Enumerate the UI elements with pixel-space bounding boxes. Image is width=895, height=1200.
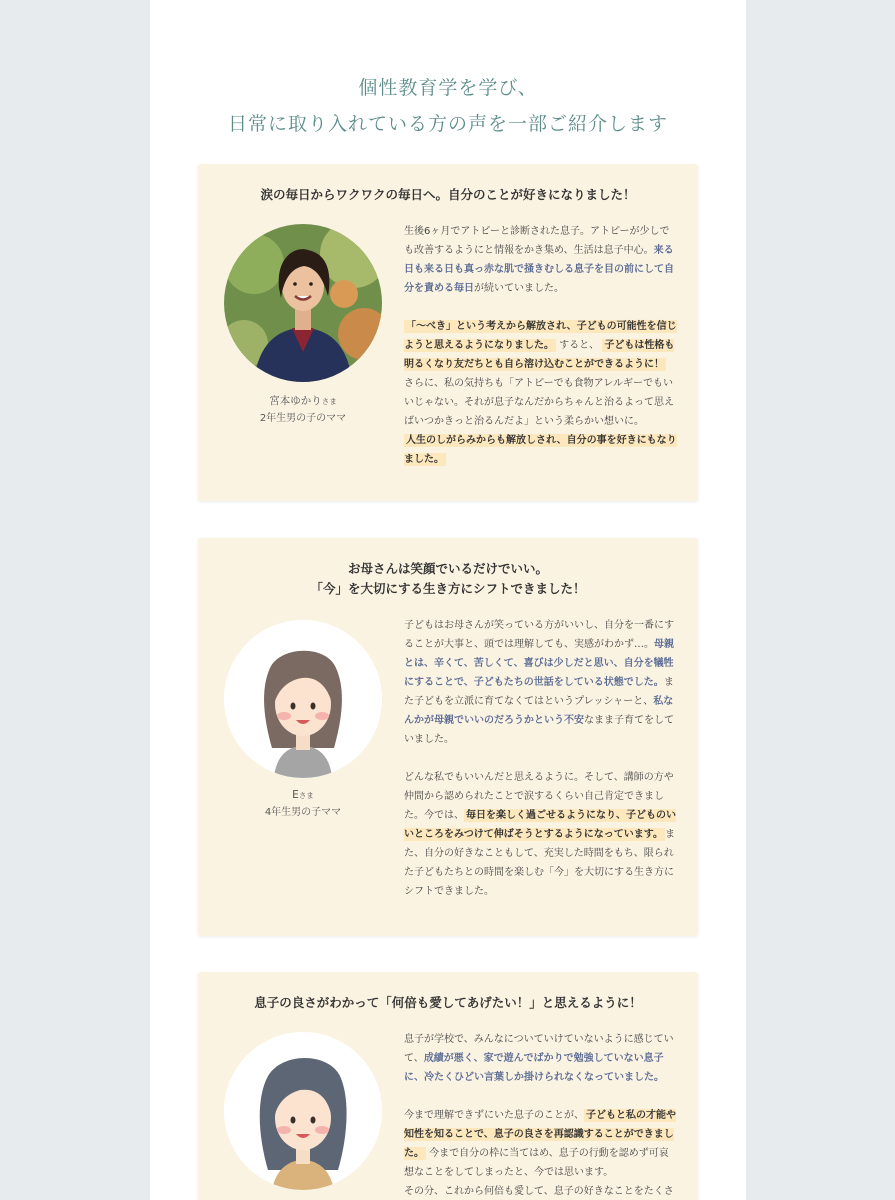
section-heading [150,70,746,142]
body-text: 子どもはお母さんが笑っている方がいいし、自分を一番にすることが大事と、頭では理解しても、実感がわかず…。 [404,620,674,650]
highlight-text: 子どもと私の才能や知性を知ることで、息子の良さを再認識することができました。 [404,1110,676,1159]
body-paragraph-1 [404,616,678,749]
section-heading-line2: 日常に取り入れている方の声を一部ご紹介します [227,113,668,135]
testimonial-title: 涙の毎日からワクワクの毎日へ。自分のことが好きになりました！ [260,187,636,202]
testimonial-card-2 [198,538,698,936]
body-text: どんな私でもいいんだと思えるように。そして、講師の方や仲間から認められたことで涙するくらい自己肯定できました。今では、 [404,772,674,821]
photo-woman-icon [224,224,382,382]
emphasis-text: 成績が悪く、家で遊んでばかりで勉強していない息子に、冷たくひどい言葉しか掛けられなくなっていました。 [404,1053,664,1083]
person-honorific: さま [321,397,337,406]
person-subtitle: 2年生男の子のママ [259,413,347,424]
body-text: 生後6ヶ月でアトピーと診断された息子。アトピーが少しでも改善するようにと情報をかき集め、生活は息子中心。 [404,226,670,256]
body-paragraph-2 [404,317,678,469]
testimonial-card-1 [198,164,698,501]
emphasis-text: 私なんかが母親でいいのだろうかという不安 [404,696,674,726]
body-text: が続いていました。 [474,283,564,294]
emphasis-text: 来る日も来る日も真っ赤な肌で掻きむしる息子を目の前にして自分を責める毎日 [404,245,674,294]
testimonial-title: 息子の良さがわかって「何倍も愛してあげたい！」と思えるように！ [254,995,642,1010]
testimonial-card-3 [198,972,698,1200]
body-paragraph-1 [404,222,678,298]
emphasis-text: 母親とは、辛くて、苦しくて、喜びは少しだと思い、自分を犠牲にすることで、子どもたちの世話をしている状態でした。 [404,639,674,688]
testimonial-body [404,222,678,469]
highlight-text: 毎日を楽しく過ごせるようになり、子どものいいところをみつけて伸ばそうとするようになっています。 [404,810,676,840]
body-paragraph-1 [404,1030,678,1087]
section-heading-line1: 個性教育学を学び、 [358,77,538,99]
highlight-text: 「〜べき」という考えから解放され、子どもの可能性を信じようと思えるようになりました。 [404,321,677,351]
body-text: また子どもを立派に育てなくてはというプレッシャーと、 [404,677,674,707]
testimonial-body [404,616,678,901]
body-text: 今まで理解できずにいた息子のことが、 [404,1110,584,1121]
highlight-text: 人生のしがらみからも解放しされ、自分の事を好きにもなりました。 [404,435,677,465]
body-text: 今まで自分の枠に当てはめ、息子の行動を認めず可哀想なことをしてしまったと、今では思います。 [404,1148,669,1178]
body-text: なまま子育てをしていました。 [404,715,674,745]
body-paragraph-2 [404,1106,678,1200]
person-subtitle: 4年生男の子ママ [264,807,342,818]
testimonial-title [198,559,698,599]
testimonial-title-line2: 「今」を大切にする生き方にシフトできました！ [310,581,586,596]
body-text: さらに、私の気持ちも「アトピーでも食物アレルギーでもいいじゃない。それが息子なんだからちゃんと治るよって思えばいつかきっと治るんだよ」という柔らかい想いに。 [404,378,674,427]
highlight-text: 子どもは性格も明るくなり友だちとも自ら溶け込むことができるように！ [404,340,675,370]
illustrated-woman-gray-hair-icon [224,1032,382,1190]
body-text: すると、 [556,340,603,351]
body-text: また、自分の好きなこともして、充実した時間をもち、限られた子どもたちとの時間を楽しむ「今」を大切にする生き方にシフトできました。 [404,829,675,897]
body-text: 息子が学校で、みんなについていけていないように感じていて、 [404,1034,674,1064]
page-column [150,0,746,1200]
testimonial-body [404,1030,678,1200]
person-name-text: E [292,789,299,801]
illustrated-woman-brown-hair-icon [224,620,382,778]
person-honorific: さま [298,791,314,800]
testimonial-title-line1: お母さんは笑顔でいるだけでいい。 [347,561,548,576]
person-name-text: 宮本ゆかり [269,395,322,407]
body-text: その分、これから何倍も愛して、息子の好きなことをたくさ [404,1186,674,1197]
body-paragraph-2 [404,768,678,901]
